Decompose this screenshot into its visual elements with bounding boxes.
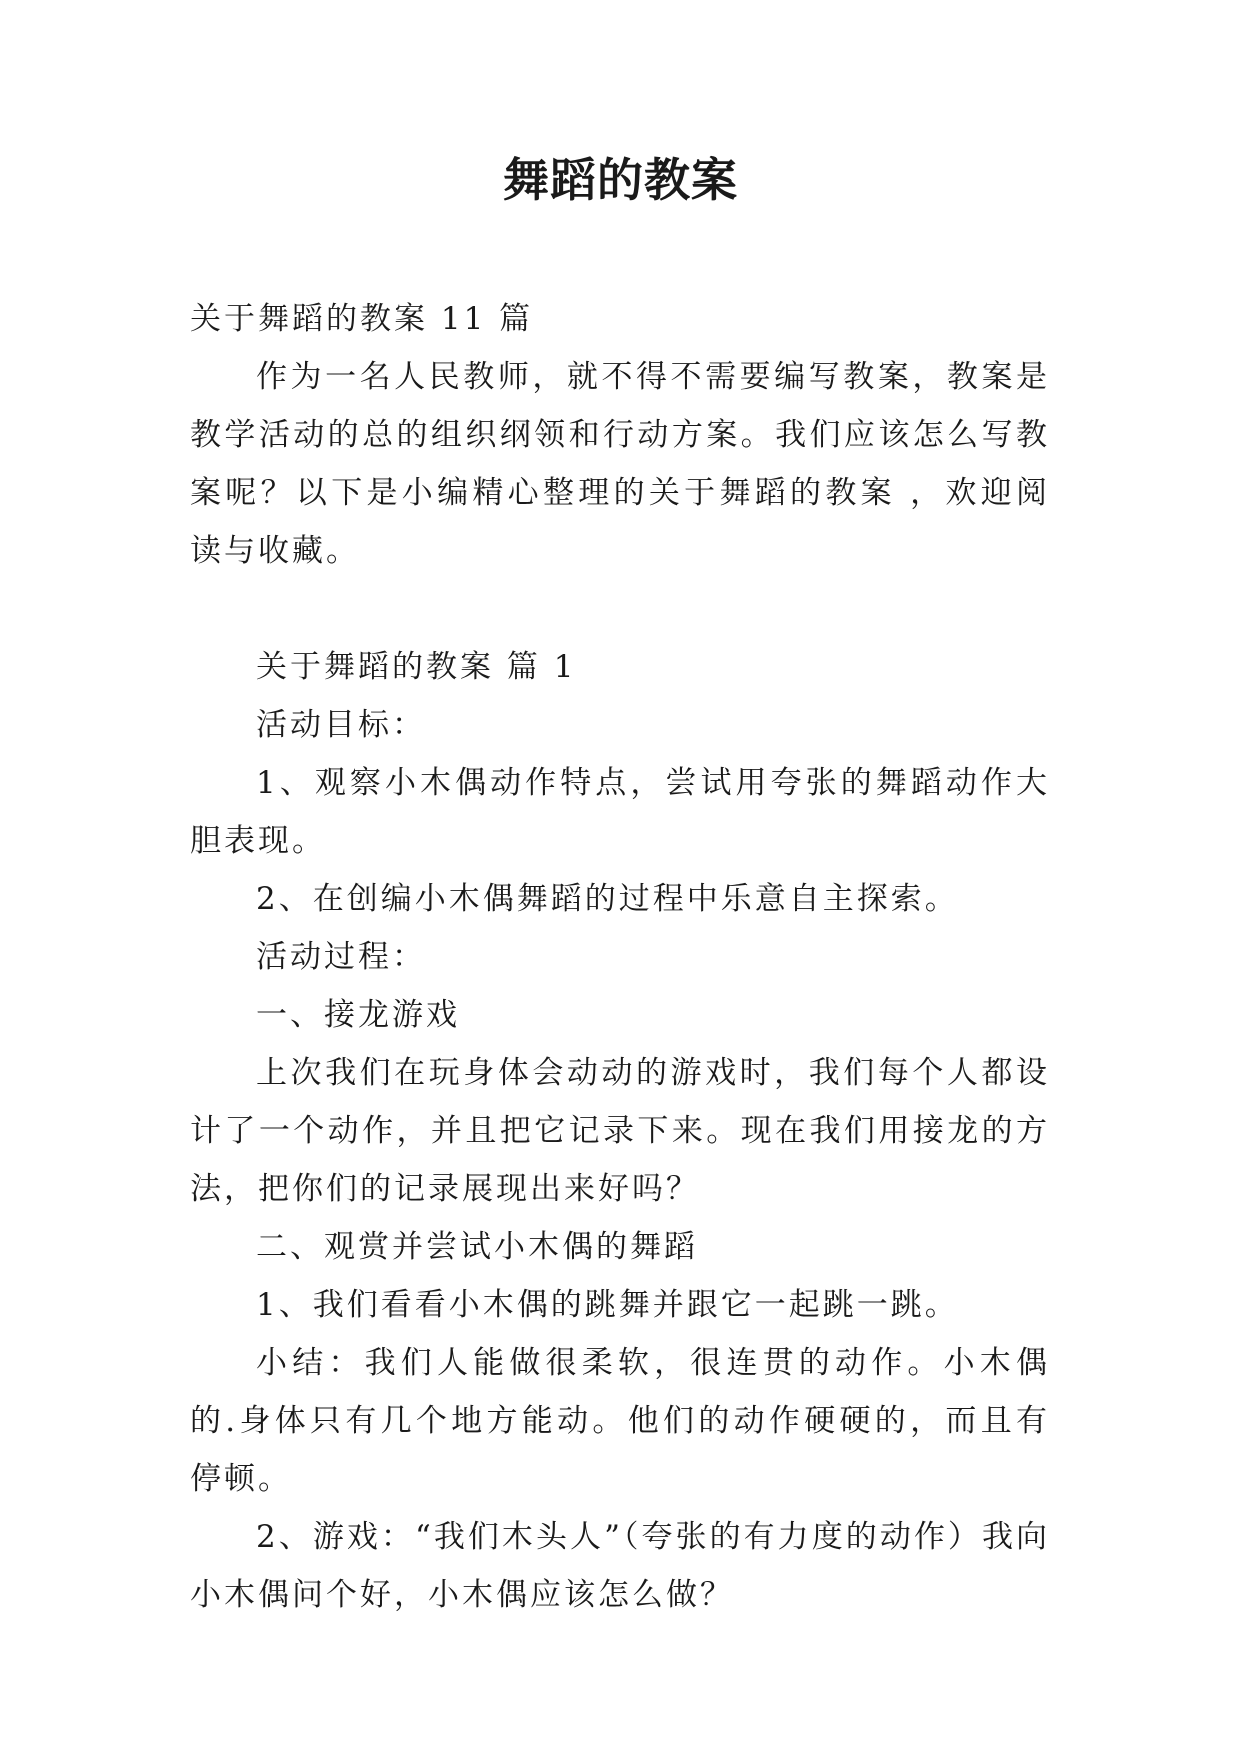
document-body — [190, 290, 1050, 1624]
goal-item-1: 1、观察小木偶动作特点，尝试用夸张的舞蹈动作大胆表现。 — [190, 765, 1050, 859]
document-title: 舞蹈的教案 — [503, 153, 738, 207]
intro-paragraph: 作为一名人民教师，就不得不需要编写教案，教案是教学活动的总的组织纲领和行动方案。我们应该怎么写教案呢？以下是小编精心整理的关于舞蹈的教案 ，欢迎阅读与收藏。 — [190, 359, 1050, 569]
goals-label: 活动目标： — [256, 707, 426, 743]
step-2-item-1: 1、我们看看小木偶的跳舞并跟它一起跳一跳。 — [256, 1287, 959, 1323]
step-1-heading: 一、接龙游戏 — [256, 997, 460, 1033]
step-2-item-2: 2、游戏：“我们木头人”（夸张的有力度的动作）我向小木偶问个好，小木偶应该怎么做？ — [190, 1519, 1050, 1613]
document-subtitle: 关于舞蹈的教案 11 篇 — [190, 301, 534, 337]
paragraph-gap — [190, 580, 1050, 638]
section-heading: 关于舞蹈的教案 篇 1 — [256, 649, 577, 685]
goal-item-2: 2、在创编小木偶舞蹈的过程中乐意自主探索。 — [256, 881, 959, 917]
step-2-heading: 二、观赏并尝试小木偶的舞蹈 — [256, 1229, 698, 1265]
step-2-summary: 小结：我们人能做很柔软，很连贯的动作。小木偶的.身体只有几个地方能动。他们的动作硬硬的，而且有停顿。 — [190, 1345, 1050, 1497]
step-1-paragraph: 上次我们在玩身体会动动的游戏时，我们每个人都设计了一个动作，并且把它记录下来。现在我们用接龙的方法，把你们的记录展现出来好吗？ — [190, 1055, 1050, 1207]
process-label: 活动过程： — [256, 939, 426, 975]
